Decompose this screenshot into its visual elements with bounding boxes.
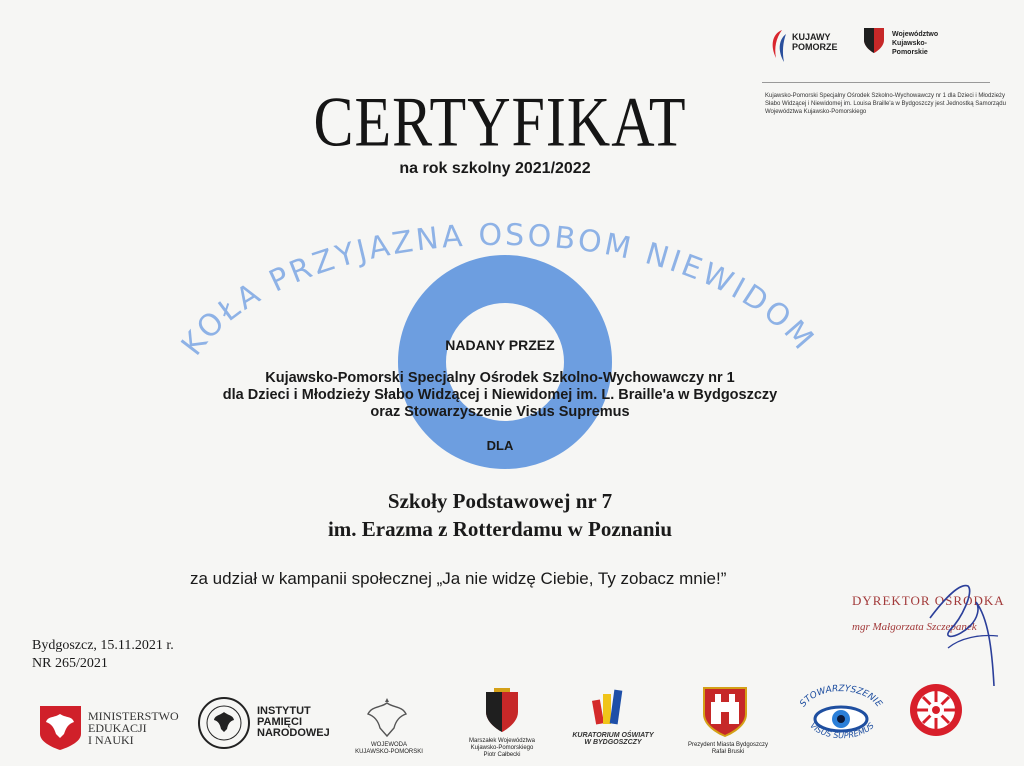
registration-number: NR 265/2021 xyxy=(32,656,108,671)
kuratorium-line: KURATORIUM OŚWIATY xyxy=(572,732,654,739)
wojewoda-eagle-icon xyxy=(362,694,412,740)
ministry-line: MINISTERSTWO xyxy=(88,709,179,723)
campaign-badge-icon xyxy=(908,682,964,738)
marszalek-crest-icon xyxy=(482,686,522,734)
recipient-patron: im. Erazma z Rotterdamu w Poznaniu xyxy=(327,517,673,541)
kujawy-pomorze-logo xyxy=(768,26,848,66)
handwritten-signature xyxy=(870,578,1010,688)
emblem-text: SZKOŁA PRZYJAZNA OSOBOM NIEWIDOMYM xyxy=(135,143,822,363)
header-note: Kujawsko-Pomorski Specjalny Ośrodek Szkolno-Wychowawczy nr 1 dla Dzieci i Młodzieży Słabo Widzącej i Niewidomej im. Louisa Braille'a w Bydgoszczy jest Jednostką Samorządu Województwa Kujawsko-Pomorskiego xyxy=(765,93,1006,115)
wojewoda-caption xyxy=(345,742,433,756)
organization-line: oraz Stowarzyszenie Visus Supremus xyxy=(370,404,630,420)
svg-text:STOWARZYSZENIE: STOWARZYSZENIE xyxy=(798,684,884,710)
bydgoszcz-crest-icon xyxy=(701,684,749,738)
organization-line: Kujawsko-Pomorski Specjalny Ośrodek Szkolno-Wychowawczy nr 1 xyxy=(265,370,735,386)
wojewoda-line: WOJEWODA xyxy=(371,742,407,748)
director-stamp-title: DYREKTOR OŚRODKA xyxy=(852,593,1005,608)
marszalek-line: Kujawsko-Pomorskiego xyxy=(470,745,534,751)
ipn-seal-icon xyxy=(197,696,251,750)
recipient-name: Szkoły Podstawowej nr 7 xyxy=(387,489,613,513)
prezydent-line: Rafał Bruski xyxy=(711,749,745,755)
ipn-line: INSTYTUT xyxy=(257,705,311,717)
prezydent-line: Prezydent Miasta Bydgoszczy xyxy=(687,742,769,748)
polish-eagle-icon xyxy=(38,704,83,752)
ipn-line: NARODOWEJ xyxy=(257,727,330,739)
for-label: DLA xyxy=(486,438,514,453)
voivodeship-crest-icon xyxy=(862,26,886,54)
kuratorium-books-icon xyxy=(592,686,626,726)
granted-by-label: NADANY PRZEZ xyxy=(445,337,555,353)
kujawy-pomorze-mark-icon xyxy=(768,26,790,66)
marszalek-line: Marszałek Województwa xyxy=(469,738,535,744)
place-date: Bydgoszcz, 15.11.2021 r. xyxy=(32,638,174,653)
organization-line: dla Dzieci i Młodzieży Słabo Widzącej i Niewidomej im. L. Braille'a w Bydgoszczy xyxy=(222,387,778,403)
kuratorium-line: W BYDGOSZCZY xyxy=(584,739,642,746)
certificate-title: CERTYFIKAT xyxy=(313,83,687,162)
voivodeship-name: Województwo Kujawsko-Pomorskie xyxy=(892,31,939,56)
svg-text:VISUS SUPREMUS: VISUS SUPREMUS xyxy=(808,721,876,741)
prezydent-caption xyxy=(680,742,776,756)
kuratorium-caption xyxy=(570,732,656,746)
ipn-line: PAMIĘCI xyxy=(257,716,303,728)
ministry-name xyxy=(88,710,179,746)
ministry-line: I NAUKI xyxy=(88,733,134,747)
wojewoda-line: KUJAWSKO-POMORSKI xyxy=(355,749,423,755)
marszalek-caption xyxy=(452,738,552,759)
director-stamp-name: mgr Małgorzata Szczepanek xyxy=(852,621,977,633)
visus-supremus-eye-icon xyxy=(795,683,887,749)
school-year: na rok szkolny 2021/2022 xyxy=(399,160,591,177)
ministry-line: EDUKACJI xyxy=(88,721,147,735)
marszalek-line: Piotr Całbecki xyxy=(483,752,521,758)
ipn-name xyxy=(257,706,330,739)
kujawy-pomorze-text: KUJAWY POMORZE xyxy=(792,32,838,52)
campaign-text: za udział w kampanii społecznej „Ja nie widzę Ciebie, Ty zobacz mnie!” xyxy=(190,569,727,588)
